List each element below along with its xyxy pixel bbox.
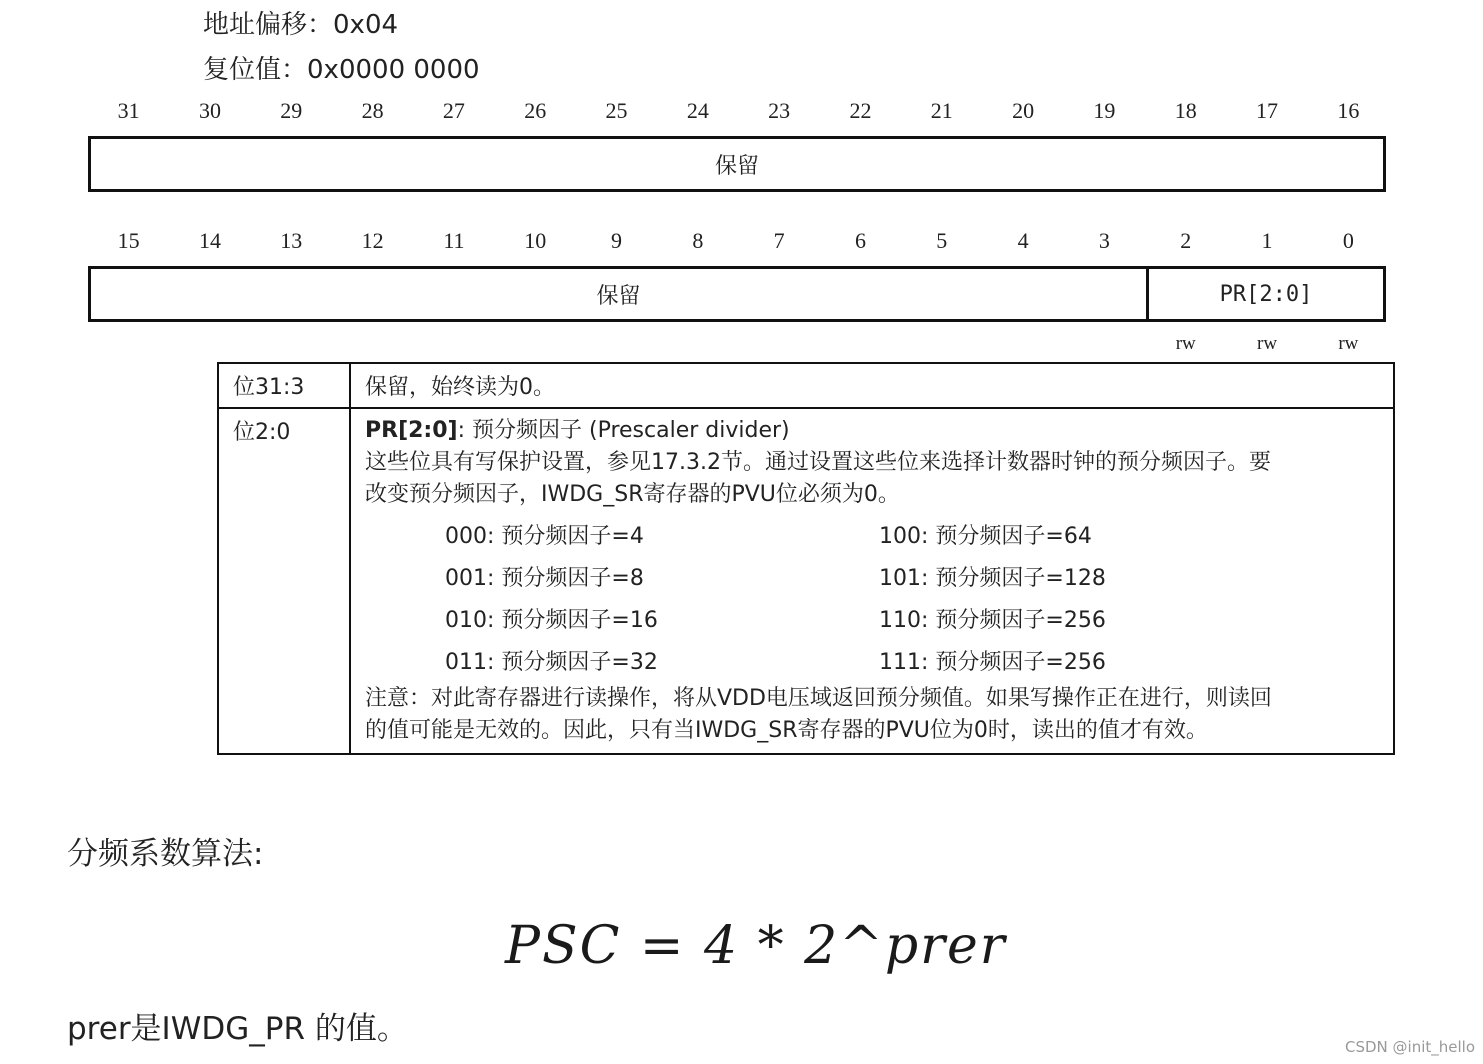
bit-range-cell: 位31:3: [218, 363, 350, 408]
access-row: [88, 333, 1389, 355]
prescaler-options: [445, 521, 1379, 679]
bit-number: 22: [849, 98, 872, 123]
access-type: rw: [1257, 333, 1278, 354]
bit-number: 21: [930, 98, 953, 123]
bit-number: 25: [605, 98, 628, 123]
bit-desc-cell: [350, 408, 1394, 754]
bit-number: 16: [1337, 98, 1360, 123]
bit-numbers-high: [88, 98, 1389, 124]
bit-number: 30: [198, 98, 221, 123]
bit-description-table: [217, 362, 1395, 755]
bit-number: 8: [692, 228, 704, 253]
bit-number: 27: [442, 98, 465, 123]
desc-line: 改变预分频因子，IWDG_SR寄存器的PVU位必须为0。: [365, 482, 900, 507]
pr-title-bold: PR[2:0]: [365, 418, 458, 443]
pr-title: [365, 415, 1379, 447]
bit-desc-cell: 保留，始终读为0。: [350, 363, 1394, 408]
psc-formula: PSC = 4 * 2^prer: [505, 916, 1007, 976]
access-type: rw: [1338, 333, 1359, 354]
bit-range-cell: 位2:0: [218, 408, 350, 754]
access-type: rw: [1175, 333, 1196, 354]
bit-number: 28: [361, 98, 384, 123]
prescaler-option: 011: 预分频因子=32: [445, 650, 658, 675]
bit-number: 15: [117, 228, 140, 253]
bit-number: 3: [1098, 228, 1110, 253]
reset-value-label: 复位值：: [203, 55, 308, 85]
prescaler-option: 001: 预分频因子=8: [445, 566, 644, 591]
bit-number: 31: [117, 98, 140, 123]
bit-number: 10: [524, 228, 547, 253]
prescaler-option: 110: 预分频因子=256: [879, 608, 1106, 633]
bit-number: 12: [361, 228, 384, 253]
address-offset: [203, 4, 398, 41]
bit-number: 18: [1174, 98, 1197, 123]
bit-number: 5: [936, 228, 948, 253]
bit-number: 11: [443, 228, 465, 253]
bit-number: 9: [611, 228, 623, 253]
reset-value-value: 0x0000 0000: [307, 55, 480, 85]
desc-line: 这些位具有写保护设置，参见17.3.2节。通过设置这些位来选择计数器时钟的预分频因子。要: [365, 450, 1271, 475]
bit-number: 17: [1256, 98, 1279, 123]
note-line: 注意：对此寄存器进行读操作，将从VDD电压域返回预分频值。如果写操作正在进行，则读回: [365, 686, 1272, 711]
prescaler-option: 100: 预分频因子=64: [879, 524, 1092, 549]
table-row: [218, 363, 1394, 408]
reset-value: [203, 49, 480, 86]
prescaler-option: 000: 预分频因子=4: [445, 524, 644, 549]
section-heading: 分频系数算法:: [67, 836, 264, 872]
prescaler-option: 010: 预分频因子=16: [445, 608, 658, 633]
bit-number: 2: [1180, 228, 1192, 253]
bit-number: 14: [198, 228, 221, 253]
bit-number: 13: [280, 228, 303, 253]
bit-number: 0: [1342, 228, 1354, 253]
bit-number: 20: [1012, 98, 1035, 123]
note-line: 的值可能是无效的。因此，只有当IWDG_SR寄存器的PVU位为0时，读出的值才有效。: [365, 718, 1208, 743]
prescaler-option: 101: 预分频因子=128: [879, 566, 1106, 591]
watermark: CSDN @init_hello: [1345, 1038, 1476, 1056]
bit-number: 6: [854, 228, 866, 253]
prer-description: prer是IWDG_PR 的值。: [67, 1011, 408, 1047]
bit-number: 24: [686, 98, 709, 123]
bit-number: 23: [768, 98, 791, 123]
register-high-half: [88, 136, 1386, 192]
bit-number: 19: [1093, 98, 1116, 123]
pr-field: PR[2:0]: [1219, 281, 1313, 307]
bit-number: 4: [1017, 228, 1029, 253]
reserved-field-high: 保留: [714, 153, 759, 179]
bit-number: 1: [1261, 228, 1273, 253]
address-offset-value: 0x04: [333, 10, 399, 40]
bit-number: 7: [773, 228, 785, 253]
register-low-half: [88, 266, 1386, 322]
bit-number: 29: [280, 98, 303, 123]
pr-title-rest: : 预分频因子 (Prescaler divider): [457, 418, 790, 443]
address-offset-label: 地址偏移：: [203, 10, 334, 40]
reserved-field-low: 保留: [91, 269, 1149, 319]
bit-numbers-low: [88, 228, 1389, 254]
prescaler-option: 111: 预分频因子=256: [879, 650, 1106, 675]
table-row: [218, 408, 1394, 754]
bit-number: 26: [524, 98, 547, 123]
